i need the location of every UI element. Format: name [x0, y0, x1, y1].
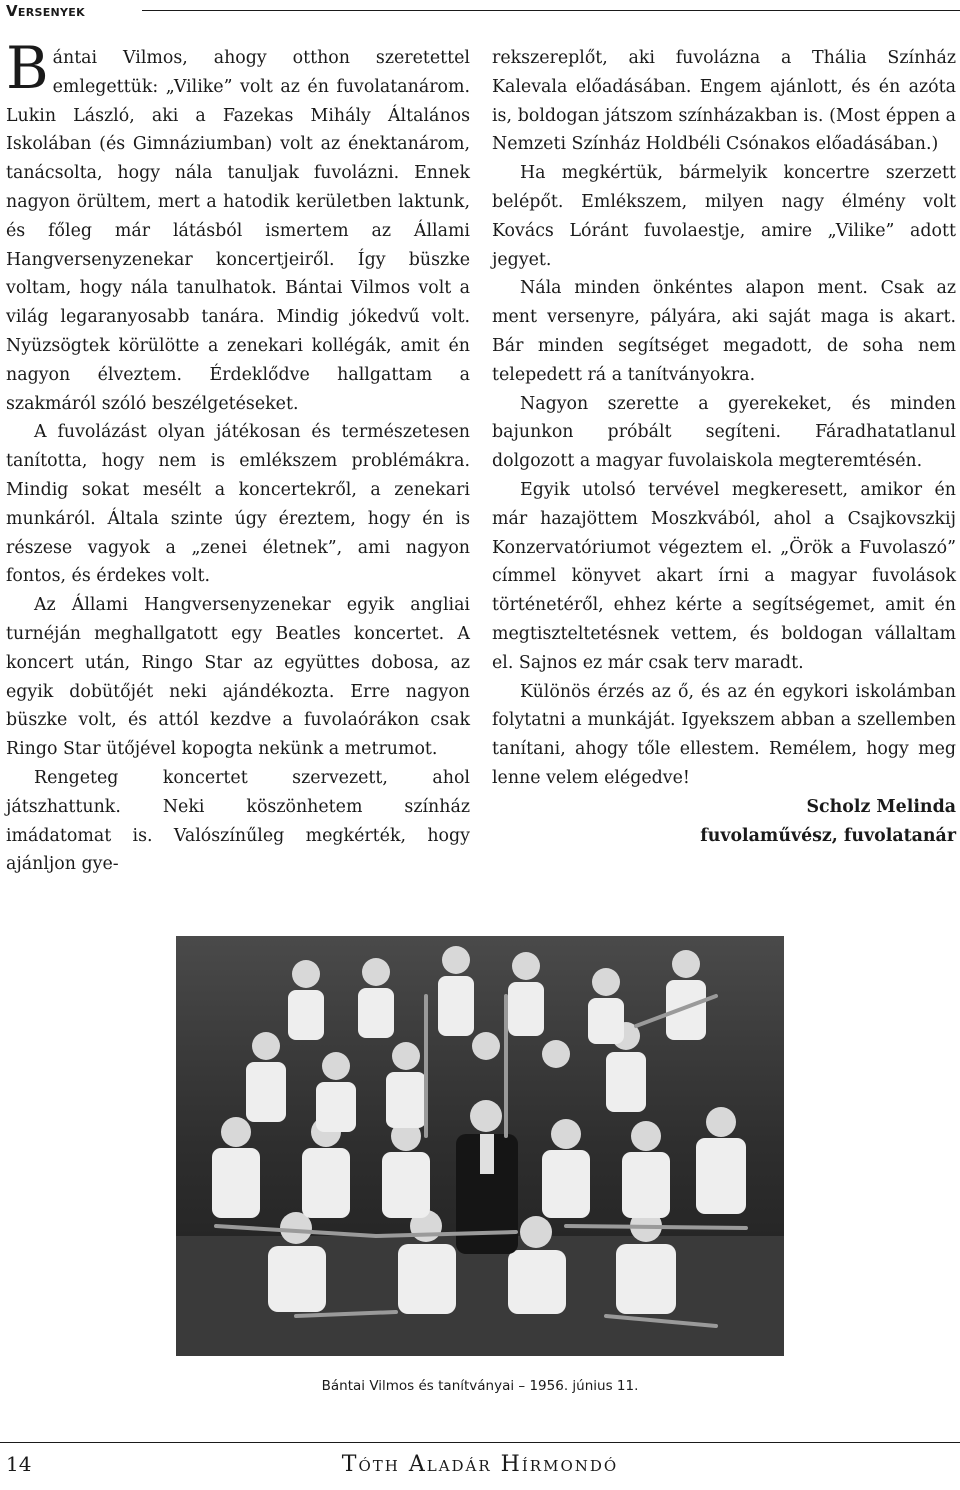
- footer-rule: [0, 1442, 960, 1443]
- journal-title: Tóth Aladár Hírmondó: [341, 1452, 619, 1477]
- article-paragraph: Ha megkértük, bármelyik koncertre szerzett belépőt. Emlékszem, milyen nagy élmény volt Kovács Lóránt fuvolaestje, amire „Vilike” adott jegyet.: [492, 163, 956, 270]
- article-paragraph: Egyik utolsó tervével megkeresett, amikor én már hazajöttem Moszkvából, ahol a Csajkovszkij Konzervatóriumot végeztem el. „Örök a Fuvolaszó” címmel könyvet akart írni a magyar fuvolások történetéről, ehhez kérte a segítségemet, amit én megtiszteltetésnek vettem, és boldogan vállaltam el. Sajnos ez már csak terv maradt.: [492, 479, 956, 673]
- article-paragraph: rekszereplőt, aki fuvolázna a Thália Színház Kalevala előadásában. Engem ajánlott, és én azóta is, boldogan játszom színházakban is. (Most éppen a Nemzeti Színház Holdbéli Csónakos előadásában.): [492, 48, 956, 155]
- article-column-left: [6, 34, 470, 879]
- author-name: Scholz Melinda: [806, 796, 956, 817]
- page-number: 14: [6, 1452, 32, 1476]
- article-column-right: [492, 44, 956, 850]
- article-paragraph: Az Állami Hangversenyzenekar egyik angliai turnéján meghallgatott egy Beatles koncertet. A koncert után, Ringo Star az együttes dobosa, az egyik dobütőjét neki ajándékozta. Erre nagyon büszke volt, és attól kezdve a fuvolaórákon csak Ringo Star ütőjével kopogta nekünk a metrumot.: [6, 595, 470, 760]
- group-photo: [176, 936, 784, 1356]
- group-photo-image: [176, 936, 784, 1356]
- paragraph-text: ántai Vilmos, ahogy otthon szeretettel emlegettük: „Vilike” volt az én fuvolatanárom. Lukin László, aki a Fazekas Mihály Általános Iskolában (és Gimnáziumban) volt az énektanárom, tanácsolta, hogy nála tanuljak fuvolázni. Ennek nagyon örültem, mert a hatodik kerületben laktunk, és főleg már látásból ismertem az Állami Hangversenyzenekar koncertjeiről. Így büszke voltam, hogy nála tanulhatok. Bántai Vilmos volt a világ legaranyosabb tanára. Mindig jókedvű volt. Nyüzsögtek körülötte a zenekari kollégák, amit én nagyon élveztem. Érdeklődve hallgattam a szakmáról szóló beszélgetéseket.: [6, 48, 470, 414]
- photo-caption: Bántai Vilmos és tanítványai – 1956. június 11.: [321, 1378, 639, 1394]
- article-paragraph: Rengeteg koncertet szervezett, ahol játszhattunk. Neki köszönhetem színház imádatomat is. Valószínűleg megkérték, hogy ajánljon gye-: [6, 767, 470, 875]
- article-paragraph: Különös érzés az ő, és az én egykori iskolámban folytatni a munkáját. Igyekszem abban a szellemben tanítani, ahogy tőle ellestem. Remélem, hogy meg lenne velem elégedve!: [492, 681, 956, 788]
- author-role: fuvolaművész, fuvolatanár: [700, 825, 956, 846]
- article-paragraph: [6, 34, 470, 418]
- article-paragraph: A fuvolázást olyan játékosan és természetesen tanította, hogy nem is emlékszem problémákra. Mindig sokat mesélt a koncertekről, a zenekari munkáról. Általa szinte úgy éreztem, hogy én is részese vagyok a „zenei életnek”, ami nagyon fontos, és érdekes volt.: [6, 422, 470, 587]
- header-rule: [142, 10, 960, 11]
- drop-cap: B: [6, 34, 49, 102]
- section-title: Versenyek: [6, 2, 85, 20]
- article-paragraph: Nála minden önkéntes alapon ment. Csak az ment versenyre, pályára, aki saját maga is akart. Bár minden segítséget megadott, de soha nem telepedett rá a tanítványokra.: [492, 278, 956, 385]
- article-paragraph: Nagyon szerette a gyerekeket, és minden bajunkon próbált segíteni. Fáradhatatlanul dolgozott a magyar fuvolaiskola megteremtésén.: [492, 393, 956, 472]
